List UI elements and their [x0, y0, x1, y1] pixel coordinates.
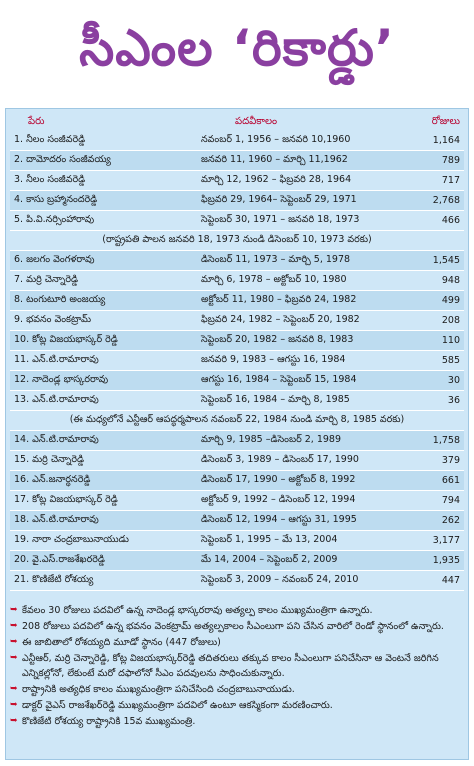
cell-days: 789 [441, 155, 460, 166]
table-row [10, 371, 464, 391]
note-item [10, 698, 464, 713]
cell-name: 19. నారా చంద్రబాబునాయుడు [14, 534, 129, 545]
cell-name: 20. వై.ఎస్.రాజశేఖరరెడ్డి [14, 554, 105, 565]
cell-name: 12. నాదెండ్ల భాస్కరరావు [14, 374, 109, 385]
cell-days: 36 [447, 395, 460, 406]
cell-name: 13. ఎన్.టి.రామారావు [14, 394, 99, 405]
cell-days: 1,545 [432, 255, 460, 266]
table-row [10, 351, 464, 371]
cell-period: అక్టోబర్ 9, 1992 – డిసెంబర్ 12, 1994 [201, 494, 356, 505]
table-row [10, 451, 464, 471]
table-row [10, 151, 464, 171]
cell-days: 1,758 [432, 435, 460, 446]
cell-period: జనవరి 11, 1960 – మార్చి 11,1962 [201, 154, 348, 165]
table-row [10, 131, 464, 151]
cell-days: 1,935 [432, 555, 460, 566]
cell-days: 661 [441, 475, 460, 486]
table-row [10, 391, 464, 411]
table-row [10, 531, 464, 551]
table-row [10, 491, 464, 511]
headline: సీఎంల ‘రికార్డు’ [0, 0, 474, 108]
arrow-bullet-icon: ➥ [10, 637, 18, 647]
cell-days: 110 [441, 335, 460, 346]
table-row [10, 251, 464, 271]
table-row [10, 191, 464, 211]
cell-name: 3. నీలం సంజీవరెడ్డి [14, 174, 86, 185]
arrow-bullet-icon: ➥ [10, 716, 18, 726]
table-row [10, 431, 464, 451]
header-period: పదవీకాలం [235, 116, 278, 127]
cell-period: డిసెంబర్ 3, 1989 – డిసెంబర్ 17, 1990 [201, 454, 359, 465]
cell-days: 2,768 [432, 195, 460, 206]
cell-period: డిసెంబర్ 11, 1973 – మార్చి 5, 1978 [201, 254, 351, 265]
cell-name: 6. జలగం వెంగళరావు [14, 254, 95, 265]
cell-days: 1,164 [432, 135, 460, 146]
cell-period: మార్చి 12, 1962 – ఫిబ్రవరి 28, 1964 [201, 174, 352, 185]
cell-period: సెప్టెంబర్ 16, 1984 – మార్చి 8, 1985 [201, 394, 350, 405]
table-row [10, 331, 464, 351]
note-item [10, 651, 464, 681]
arrow-bullet-icon: ➥ [10, 621, 18, 631]
note-text: డాక్టర్ వైఎస్ రాజశేఖర్‌రెడ్డి ముఖ్యమంత్రిగా పదవిలో ఉంటూ ఆకస్మికంగా మరణించారు. [22, 700, 333, 711]
table-body [10, 131, 464, 591]
cell-days: 794 [441, 495, 460, 506]
cm-record-panel [5, 108, 469, 760]
cell-days: 499 [441, 295, 460, 306]
notes-list [10, 603, 464, 730]
cell-name: 11. ఎన్.టి.రామారావు [14, 354, 99, 365]
cell-name: 21. కొణిజేటి రోశయ్య [14, 574, 94, 585]
note-item [10, 635, 464, 650]
table-row [10, 511, 464, 531]
cell-period: జనవరి 9, 1983 – ఆగస్టు 16, 1984 [201, 354, 346, 365]
cell-name: 18. ఎన్.టి.రామారావు [14, 514, 99, 525]
table-row [10, 311, 464, 331]
cell-days: 262 [441, 515, 460, 526]
cell-name: 17. కోట్ల విజయభాస్కర్ రెడ్డి [14, 494, 118, 505]
note-text: 208 రోజులు పదవిలో ఉన్న భవనం వెంకట్రామ్ అత్యల్పకాలం సీఎంలుగా పని చేసిన వారిలో రెండో స్థానంలో ఉన్నారు. [22, 621, 444, 632]
cell-name: 5. పి.వి.నర్సింహారావు [14, 214, 95, 225]
header-name: పేరు [28, 116, 45, 127]
note-item [10, 714, 464, 729]
note-text: కేవలం 30 రోజులు పదవిలో ఉన్న నాదెండ్ల భాస్కరరావు అత్యల్ప కాలం ముఖ్యమంత్రిగా ఉన్నారు. [22, 605, 373, 616]
cell-period: సెప్టెంబర్ 20, 1982 – జనవరి 8, 1983 [201, 334, 354, 345]
cell-period: సెప్టెంబర్ 30, 1971 – జనవరి 18, 1973 [201, 214, 360, 225]
note-text: ఈ జాబితాలో రోశయ్యది మూడో స్థానం (447 రోజులు) [22, 637, 221, 648]
table-row [10, 271, 464, 291]
note-item [10, 603, 464, 618]
cell-period: ఆగస్టు 16, 1984 – సెప్టెంబర్ 15, 1984 [201, 374, 357, 385]
cell-name: 4. కాసు బ్రహ్మానందరెడ్డి [14, 194, 98, 205]
table-row [10, 171, 464, 191]
table-row [10, 211, 464, 231]
cell-name: 7. మర్రి చెన్నారెడ్డి [14, 274, 79, 285]
cell-days: 379 [441, 455, 460, 466]
cell-period: సెప్టెంబర్ 1, 1995 – మే 13, 2004 [201, 534, 338, 545]
arrow-bullet-icon: ➥ [10, 700, 18, 710]
table-row [10, 471, 464, 491]
cell-period: ఫిబ్రవరి 29, 1964– సెప్టెంబర్ 29, 1971 [201, 194, 357, 205]
cell-name: 2. దామోదరం సంజీవయ్య [14, 154, 111, 165]
note-text: ఎన్టీఆర్, మర్రి చెన్నారెడ్డి, కోట్ల విజయభాస్కర్‌రెడ్డి తదితరులు తక్కువ కాలం సీఎంలుగా పనిచేసినా ఆ వెంటనే జరిగిన ఎన్నికల్లోనో, లేకుంటే మరో దఫాలోనో సీఎం పదవులను సాధించుకున్నారు. [22, 653, 439, 679]
cell-period: మార్చి 9, 1985 –డిసెంబర్ 2, 1989 [201, 434, 342, 445]
cell-name: 16. ఎన్.జనార్ధనరెడ్డి [14, 474, 91, 485]
cell-days: 208 [441, 315, 460, 326]
arrow-bullet-icon: ➥ [10, 653, 18, 663]
cell-period: సెప్టెంబర్ 3, 2009 – నవంబర్ 24, 2010 [201, 574, 359, 585]
cell-name: 15. మర్రి చెన్నారెడ్డి [14, 454, 85, 465]
note-text: రాష్ట్రానికి అత్యధిక కాలం ముఖ్యమంత్రిగా పనిచేసింది చంద్రబాబునాయుడు. [22, 684, 295, 695]
table-note: (రాష్ట్రపతి పాలన జనవరి 18, 1973 నుండి డిసెంబర్ 10, 1973 వరకు) [10, 231, 464, 251]
table-header [10, 113, 464, 131]
note-item [10, 619, 464, 634]
cell-days: 466 [441, 215, 460, 226]
cell-name: 8. టంగుటూరి అంజయ్య [14, 294, 106, 305]
cell-days: 30 [447, 375, 460, 386]
cell-period: నవంబర్ 1, 1956 – జనవరి 10,1960 [201, 134, 351, 145]
cell-name: 9. భవనం వెంకట్రామ్ [14, 314, 92, 325]
table-row [10, 571, 464, 591]
cell-period: డిసెంబర్ 17, 1990 – అక్టోబర్ 8, 1992 [201, 474, 356, 485]
note-item [10, 682, 464, 697]
cell-name: 10. కోట్ల విజయభాస్కర్ రెడ్డి [14, 334, 118, 345]
cell-period: అక్టోబర్ 11, 1980 – ఫిబ్రవరి 24, 1982 [201, 294, 357, 305]
table-row [10, 291, 464, 311]
cell-days: 948 [441, 275, 460, 286]
cell-period: ఫిబ్రవరి 24, 1982 – సెప్టెంబర్ 20, 1982 [201, 314, 360, 325]
cell-days: 3,177 [432, 535, 460, 546]
arrow-bullet-icon: ➥ [10, 684, 18, 694]
note-text: కొణిజేటి రోశయ్య రాష్ట్రానికి 15వ ముఖ్యమంత్రి. [22, 716, 196, 727]
cm-table [10, 113, 464, 591]
cell-period: మే 14, 2004 – సెప్టెంబర్ 2, 2009 [201, 554, 338, 565]
cell-period: డిసెంబర్ 12, 1994 – ఆగస్టు 31, 1995 [201, 514, 357, 525]
arrow-bullet-icon: ➥ [10, 605, 18, 615]
cell-days: 717 [441, 175, 460, 186]
cell-days: 585 [441, 355, 460, 366]
header-days: రోజులు [431, 116, 460, 127]
cell-days: 447 [441, 575, 460, 586]
cell-name: 1. నీలం సంజీవరెడ్డి [14, 134, 86, 145]
cell-name: 14. ఎన్.టి.రామారావు [14, 434, 99, 445]
table-row [10, 551, 464, 571]
table-note: (ఈ మధ్యలోనే ఎన్టీఆర్ ఆపద్ధర్మపాలన నవంబర్ 22, 1984 నుండి మార్చి 8, 1985 వరకు) [10, 411, 464, 431]
cell-period: మార్చి 6, 1978 – అక్టోబర్ 10, 1980 [201, 274, 347, 285]
